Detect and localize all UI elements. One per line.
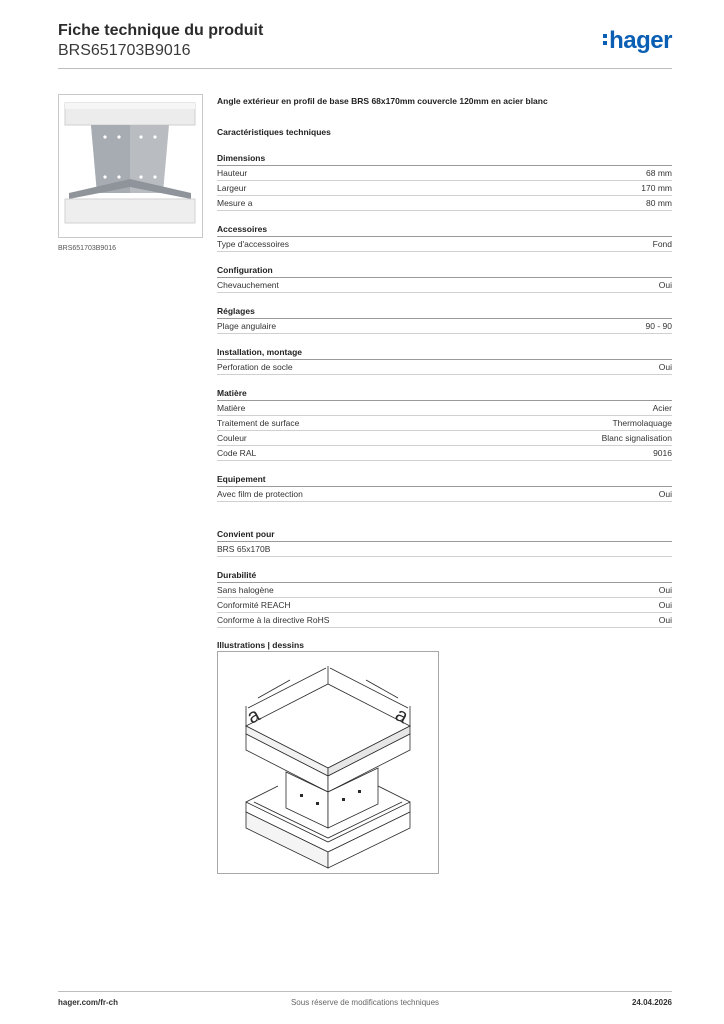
spec-value: Oui	[658, 489, 672, 499]
spec-section	[217, 305, 672, 334]
spec-label: Hauteur	[217, 168, 248, 178]
corner-drawing-icon	[218, 652, 438, 873]
spec-value: 170 mm	[641, 183, 672, 193]
spec-content	[217, 96, 672, 658]
spec-value: 68 mm	[646, 168, 672, 178]
tech-heading: Caractéristiques techniques	[217, 127, 331, 137]
photo-caption: BRS651703B9016	[58, 245, 116, 252]
section-title: Dimensions	[217, 152, 672, 166]
section-title: Configuration	[217, 264, 672, 278]
header-divider	[58, 68, 672, 69]
compat-sections	[217, 528, 672, 628]
spec-row	[217, 401, 672, 416]
spec-label: Largeur	[217, 183, 247, 193]
section-title: Convient pour	[217, 528, 672, 542]
footer-divider	[58, 991, 672, 992]
spec-value: 80 mm	[646, 198, 672, 208]
spec-sections	[217, 152, 672, 502]
spec-label: Perforation de socle	[217, 362, 293, 372]
spec-value: Fond	[652, 239, 672, 249]
spec-row	[217, 278, 672, 293]
spec-label: Conforme à la directive RoHS	[217, 615, 330, 625]
spec-label: Code RAL	[217, 448, 257, 458]
spec-value: Oui	[658, 615, 672, 625]
svg-text:a: a	[391, 703, 412, 729]
spec-row	[217, 237, 672, 252]
footer-disclaimer: Sous réserve de modifications techniques	[290, 998, 440, 1007]
spec-section	[217, 264, 672, 293]
spec-value: Oui	[658, 585, 672, 595]
product-photo	[58, 94, 203, 238]
spec-row	[217, 613, 672, 628]
spec-value: 9016	[653, 448, 672, 458]
product-photo-icon	[59, 95, 202, 237]
spec-row	[217, 431, 672, 446]
section-title: Matière	[217, 387, 672, 401]
technical-drawing	[217, 651, 439, 874]
section-title: Durabilité	[217, 569, 672, 583]
illustrations-heading: Illustrations | dessins	[217, 640, 304, 650]
section-title: Installation, montage	[217, 346, 672, 360]
spec-value: Thermolaquage	[612, 418, 672, 428]
document-title: Fiche technique du produit	[58, 22, 264, 39]
footer-website-link[interactable]: hager.com/fr-ch	[58, 998, 119, 1007]
spec-row	[217, 542, 672, 557]
spec-row	[217, 487, 672, 502]
spec-label: BRS 65x170B	[217, 544, 271, 554]
spec-row	[217, 319, 672, 334]
hager-logo	[603, 27, 672, 55]
logo-text: hager	[609, 27, 672, 54]
spec-section	[217, 387, 672, 461]
spec-label: Matière	[217, 403, 246, 413]
spec-label: Traitement de surface	[217, 418, 300, 428]
product-description: Angle extérieur en profil de base BRS 68x170mm couvercle 120mm en acier blanc	[217, 96, 548, 106]
spec-row	[217, 166, 672, 181]
spec-row	[217, 196, 672, 211]
spec-value: Acier	[652, 403, 672, 413]
spec-row	[217, 360, 672, 375]
spec-section	[217, 528, 672, 557]
spec-row	[217, 416, 672, 431]
spec-value: Oui	[658, 280, 672, 290]
spec-row	[217, 598, 672, 613]
spec-label: Mesure a	[217, 198, 253, 208]
spec-value: Oui	[658, 362, 672, 372]
spec-value: 90 - 90	[645, 321, 672, 331]
spec-label: Couleur	[217, 433, 247, 443]
spec-value: Blanc signalisation	[601, 433, 672, 443]
spec-label: Avec film de protection	[217, 489, 303, 499]
product-reference: BRS651703B9016	[58, 42, 191, 59]
spec-row	[217, 446, 672, 461]
section-title: Réglages	[217, 305, 672, 319]
spec-section	[217, 346, 672, 375]
spec-section	[217, 223, 672, 252]
spec-label: Sans halogène	[217, 585, 274, 595]
page-header	[58, 21, 672, 69]
section-title: Accessoires	[217, 223, 672, 237]
spec-label: Plage angulaire	[217, 321, 277, 331]
spec-label: Conformité REACH	[217, 600, 291, 610]
spec-value: Oui	[658, 600, 672, 610]
logo-dots-icon	[603, 34, 607, 48]
spec-label: Chevauchement	[217, 280, 279, 290]
spec-section	[217, 569, 672, 628]
spec-row	[217, 583, 672, 598]
spec-row	[217, 181, 672, 196]
footer-date: 24.04.2026	[631, 998, 672, 1007]
svg-text:a: a	[243, 703, 264, 729]
section-title: Equipement	[217, 473, 672, 487]
spec-label: Type d'accessoires	[217, 239, 290, 249]
spec-section	[217, 152, 672, 211]
spec-section	[217, 473, 672, 502]
